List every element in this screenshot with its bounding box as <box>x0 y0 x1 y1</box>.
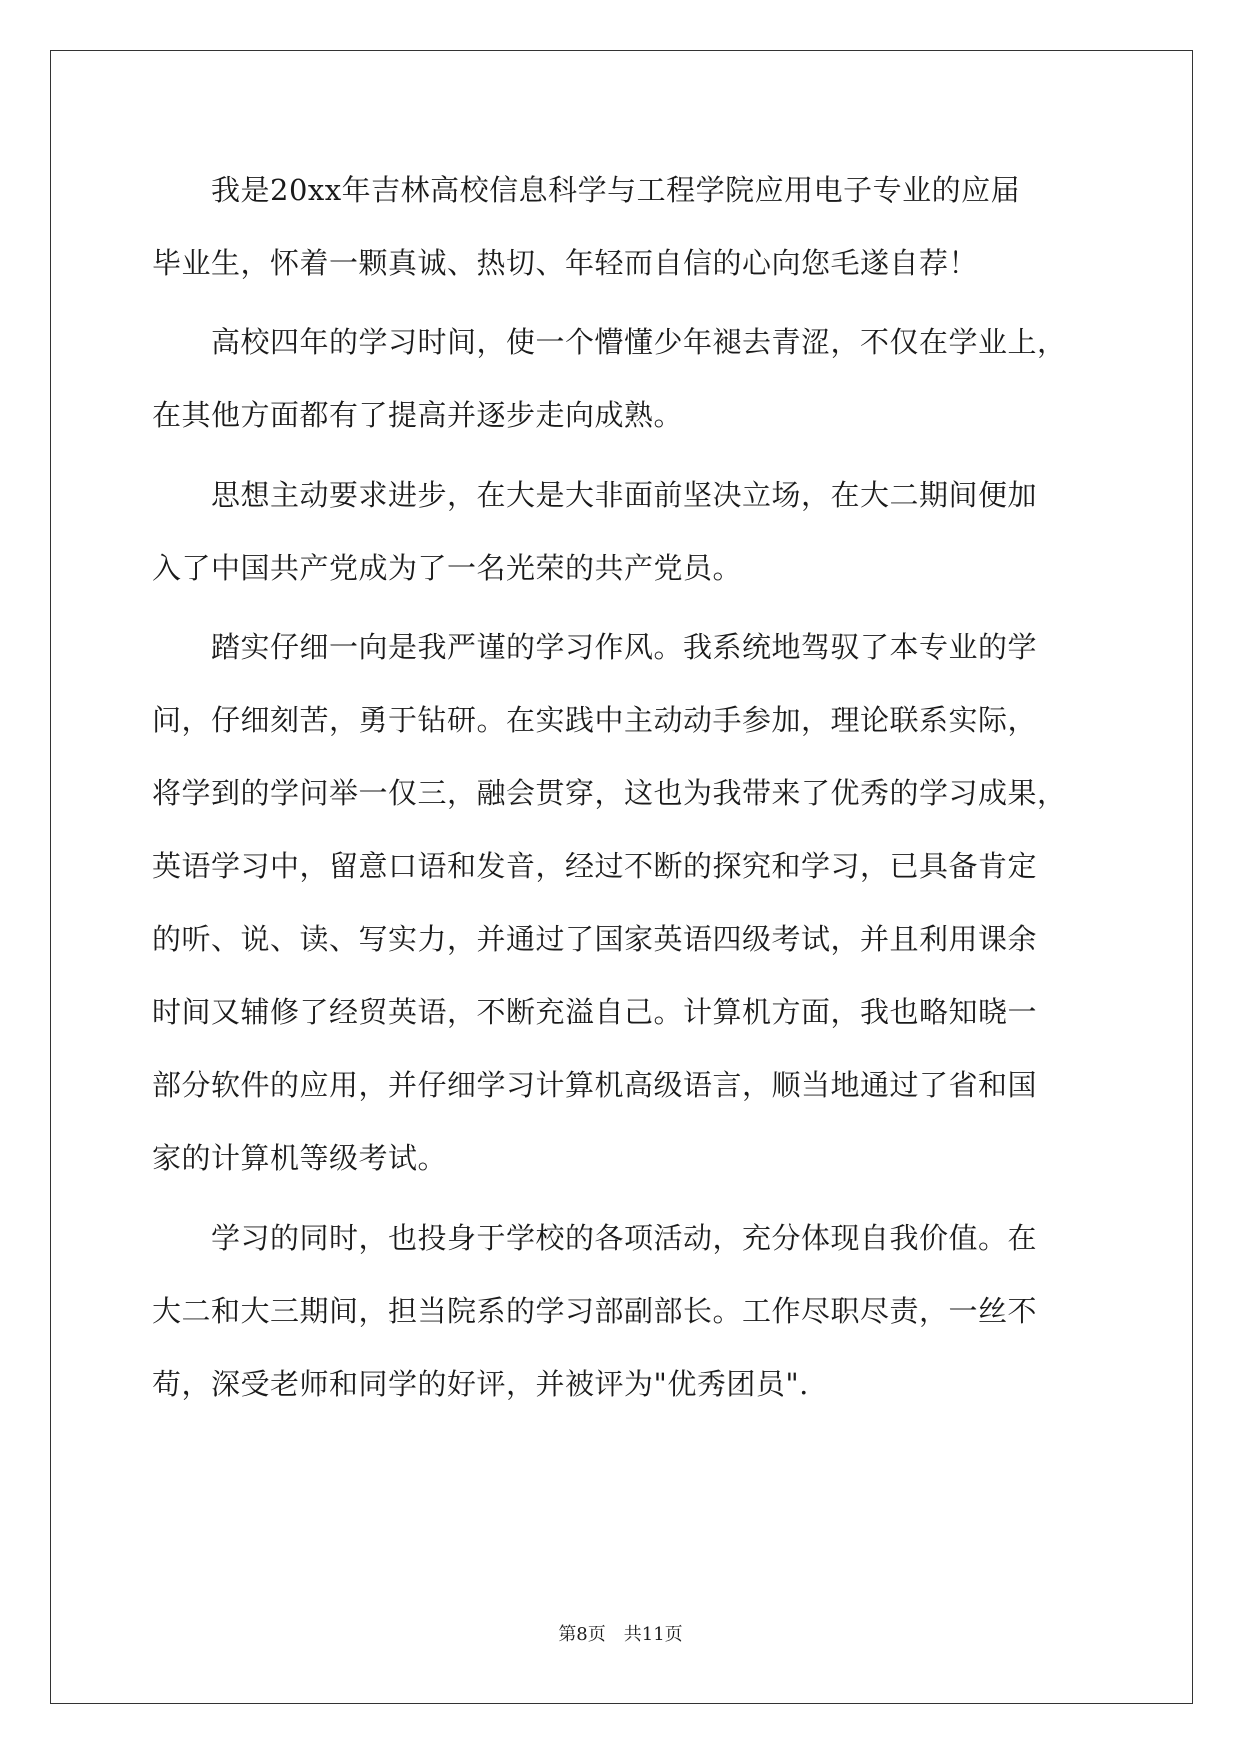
text-line: 入了中国共产党成为了一名光荣的共产党员。 <box>152 551 743 585</box>
text-line: 毕业生，怀着一颗真诚、热切、年轻而自信的心向您毛遂自荐！ <box>152 246 979 280</box>
text-line: 学习的同时，也投身于学校的各项活动，充分体现自我价值。在 <box>152 1221 1038 1255</box>
text-line: 苟，深受老师和同学的好评，并被评为"优秀团员". <box>152 1367 809 1401</box>
text-line: 踏实仔细一向是我严谨的学习作风。我系统地驾驭了本专业的学 <box>152 630 1038 664</box>
text-line: 在其他方面都有了提高并逐步走向成熟。 <box>152 398 684 432</box>
text-line: 思想主动要求进步，在大是大非面前坚决立场，在大二期间便加 <box>152 478 1038 512</box>
text-line: 我是20xx年吉林高校信息科学与工程学院应用电子专业的应届 <box>152 173 1021 207</box>
text-line: 家的计算机等级考试。 <box>152 1141 448 1175</box>
text-line: 英语学习中，留意口语和发音，经过不断的探究和学习，已具备肯定 <box>152 849 1038 883</box>
text-line: 的听、说、读、写实力，并通过了国家英语四级考试，并且利用课余 <box>152 922 1038 956</box>
page-number-footer: 第8页 共11页 <box>558 1624 683 1645</box>
text-line: 高校四年的学习时间，使一个懵懂少年褪去青涩，不仅在学业上， <box>152 325 1067 359</box>
text-line: 部分软件的应用，并仔细学习计算机高级语言，顺当地通过了省和国 <box>152 1068 1038 1102</box>
text-line: 时间又辅修了经贸英语，不断充溢自己。计算机方面，我也略知晓一 <box>152 995 1038 1029</box>
text-line: 将学到的学问举一仅三，融会贯穿，这也为我带来了优秀的学习成果， <box>152 776 1067 810</box>
text-line: 大二和大三期间，担当院系的学习部副部长。工作尽职尽责，一丝不 <box>152 1294 1038 1328</box>
text-line: 问，仔细刻苦，勇于钻研。在实践中主动动手参加，理论联系实际， <box>152 703 1038 737</box>
